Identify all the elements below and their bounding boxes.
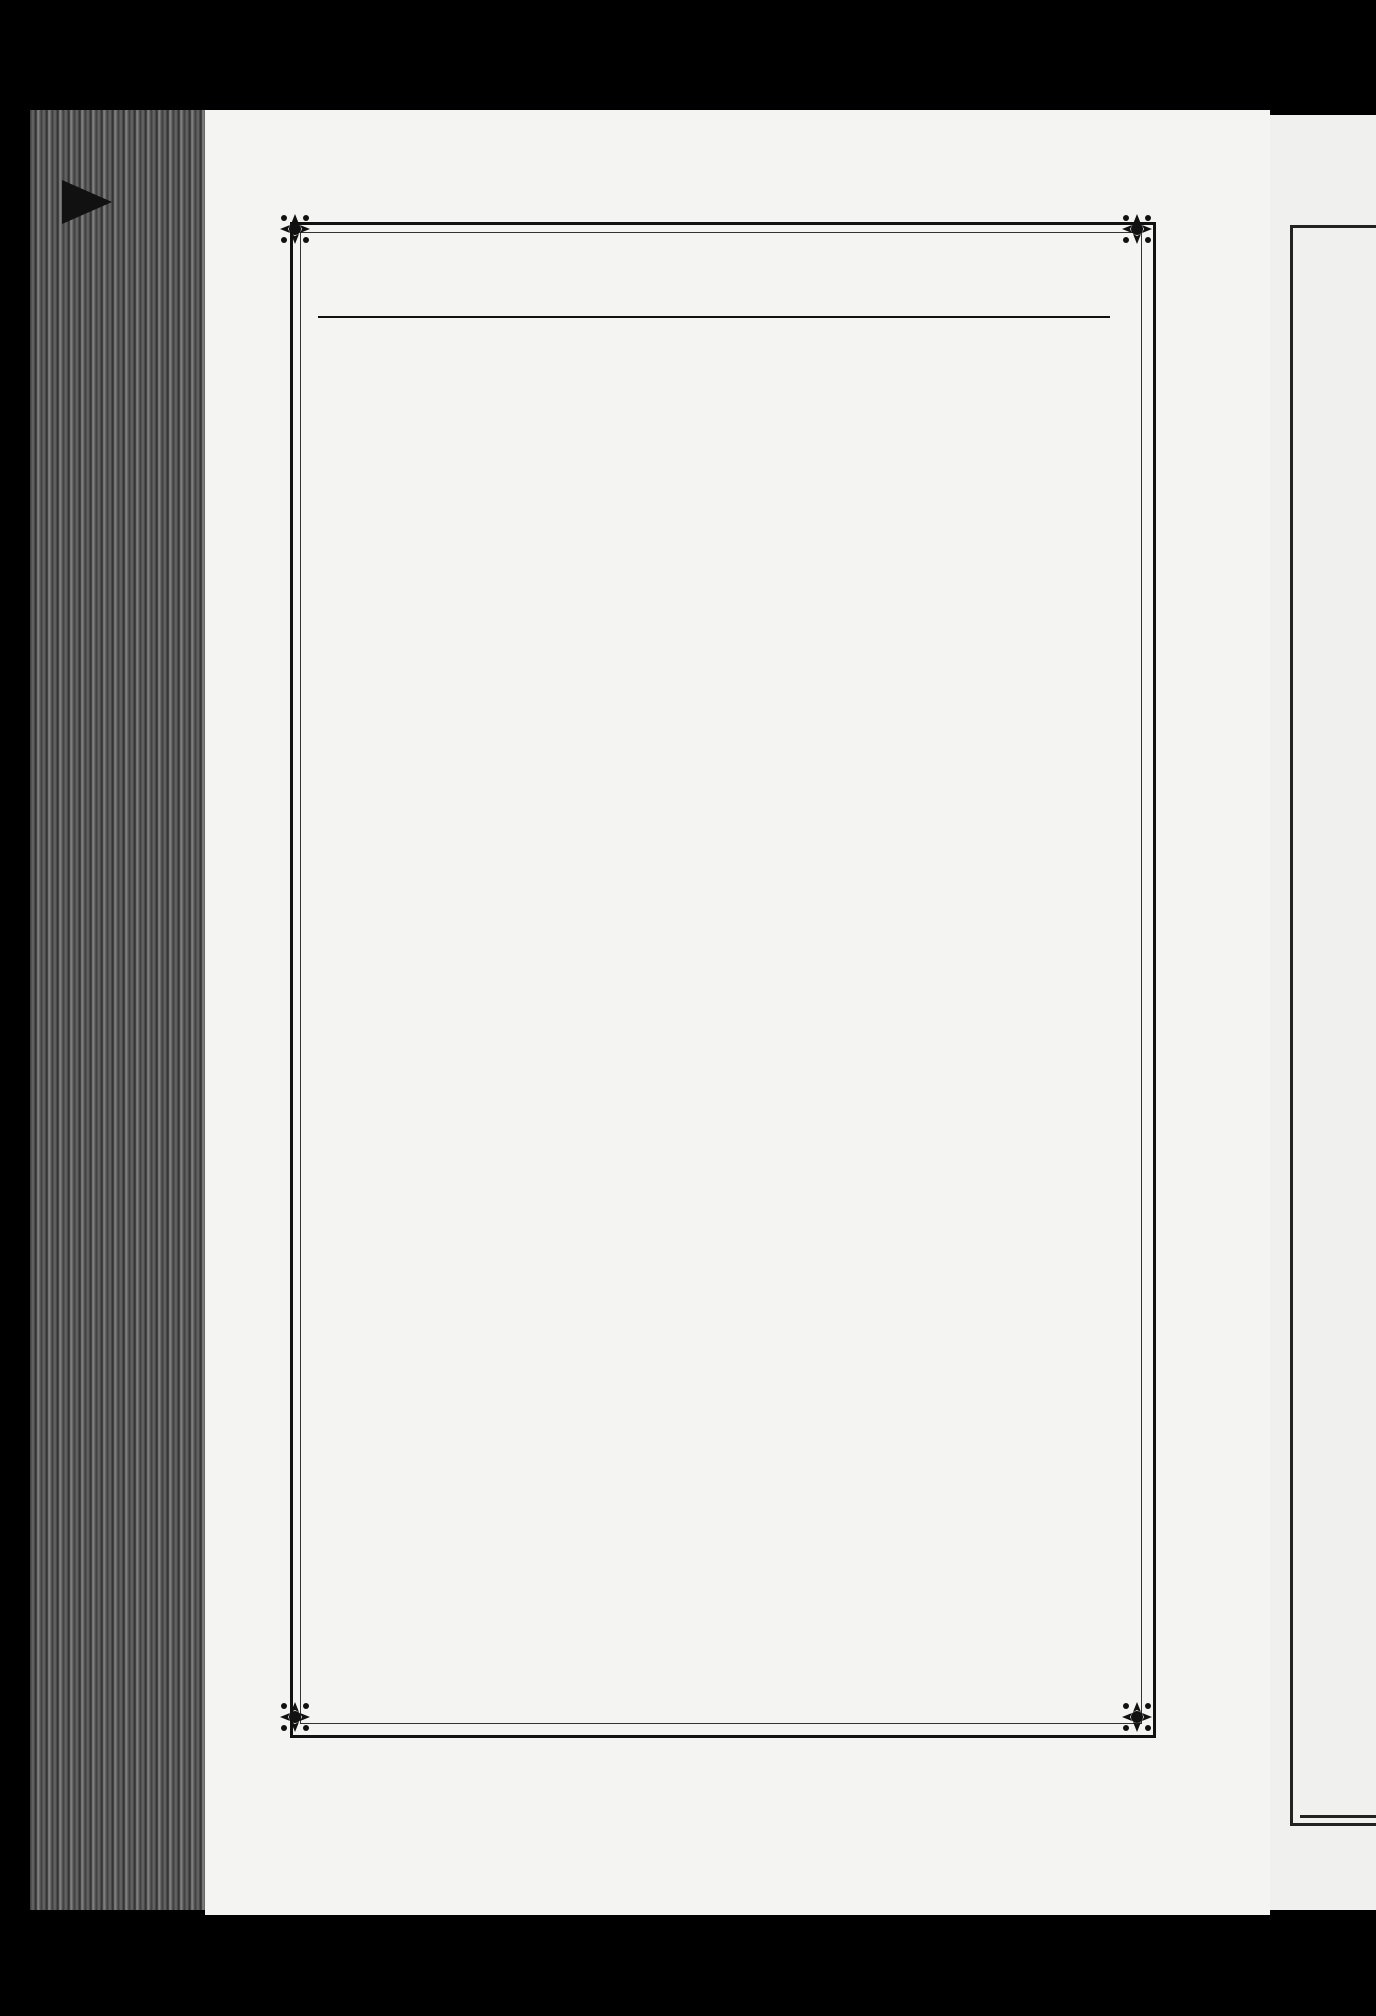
adjacent-page-frame: [1290, 225, 1376, 1826]
book-page-edges: [30, 110, 210, 1910]
corner-ornament-icon: [1120, 1700, 1154, 1734]
corner-ornament-icon: [278, 1700, 312, 1734]
page-frame-inner: [300, 232, 1142, 1724]
corner-ornament-icon: [278, 212, 312, 246]
adjacent-page: [1270, 115, 1376, 1910]
adjacent-page-rule: [1300, 1815, 1376, 1818]
corner-ornament-icon: [1120, 212, 1154, 246]
header-rule: [318, 316, 1110, 318]
corner-mark: [62, 180, 112, 224]
